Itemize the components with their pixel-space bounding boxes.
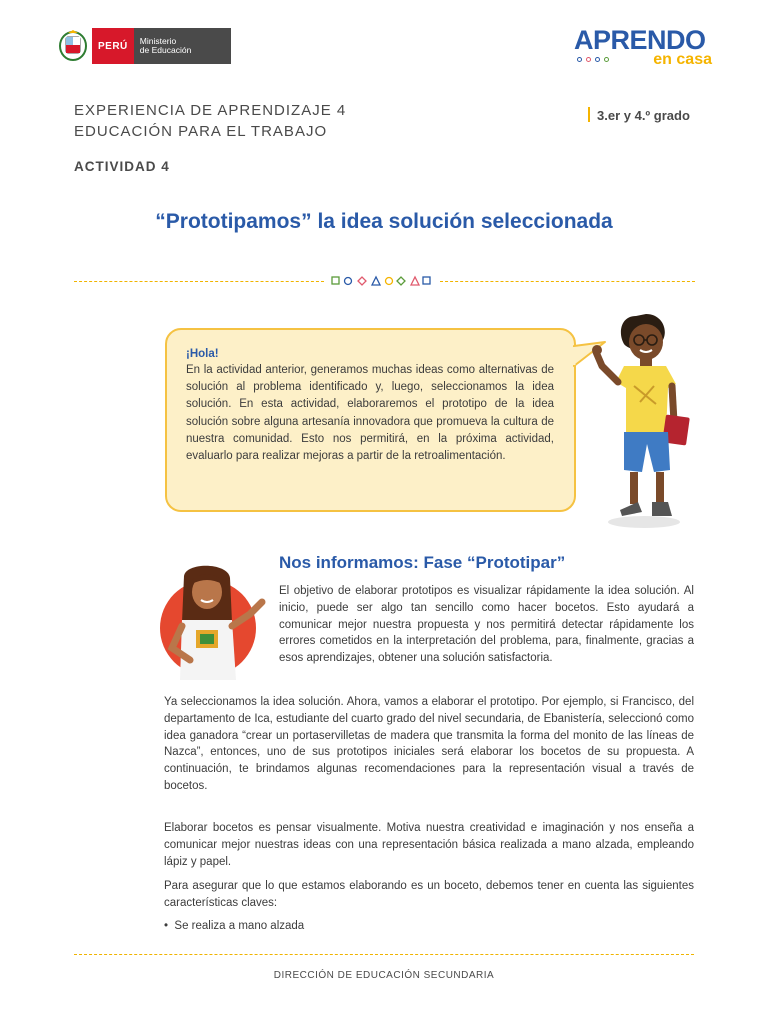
bubble-text: En la actividad anterior, generamos muchas ideas como alternativas de solución al problema identificado y, luego, seleccionamos la idea solución. En esta actividad, elaboraremos el prototipo de la idea solución sobre alguna artesanía innovadora que promueva la cultura de nuestra comunidad. Esto nos permitirá, en la próxima actividad, evaluarlo para realizar mejoras a partir de la retroalimentación. — [186, 364, 554, 463]
divider-left — [74, 281, 324, 282]
section-heading: Nos informamos: Fase “Prototipar” — [279, 553, 566, 572]
divider-shapes-icon — [331, 275, 431, 287]
ministry-label: Ministerio de Educación — [134, 28, 232, 64]
list-item-text: Se realiza a mano alzada — [174, 920, 305, 932]
student-girl-illustration — [158, 562, 272, 680]
grade-divider — [588, 107, 590, 122]
footer-text: DIRECCIÓN DE EDUCACIÓN SECUNDARIA — [273, 970, 495, 981]
divider-right — [440, 281, 695, 282]
speech-bubble — [165, 328, 576, 512]
brand-shapes-icon — [577, 57, 609, 62]
bullet-icon: • — [164, 920, 175, 932]
student-boy-illustration — [590, 312, 702, 530]
bubble-greeting: ¡Hola! — [186, 348, 219, 360]
brand-sub: en casa — [653, 51, 712, 68]
aprendo-en-casa-logo — [574, 26, 716, 70]
paragraph-example: Ya seleccionamos la idea solución. Ahora, vamos a elaborar el prototipo. Por ejemplo, si Francisco, del departamento de Ica, estudiante del cuarto grado del nivel secundaria, de Ebanistería, seleccionó como idea ganadora “crear un portaservilletas de madera que transmita la forma del monito de las líneas de Nazca”, entonces, uno de sus prototipos iniciales será elaborar los bocetos de su propuesta. A continuación, te brindamos algunas recomendaciones para la representación visual a través de bocetos. — [164, 696, 694, 792]
section-intro: El objetivo de elaborar prototipos es visualizar rápidamente la idea solución. Al inicio, puede ser algo tan sencillo como hacer bocetos. Esto ayudará a comunicar mejor nuestra propuesta y nos permitirá detectar rápidamente los errores cometidos en la interpretación del problema, para, finalmente, gracias a esos aprendizajes, obtener una solución satisfactoria. — [279, 585, 694, 665]
page-title: “Prototipamos” la idea solución seleccionada — [155, 210, 613, 233]
experience-heading — [74, 100, 346, 142]
list-item — [164, 920, 304, 932]
coat-of-arms-icon — [58, 28, 88, 64]
country-label: PERÚ — [92, 28, 134, 64]
government-logo — [58, 28, 231, 64]
experience-title: EXPERIENCIA DE APRENDIZAJE 4 — [74, 102, 347, 119]
subject-title: EDUCACIÓN PARA EL TRABAJO — [74, 123, 328, 140]
activity-label: ACTIVIDAD 4 — [74, 159, 170, 174]
footer-divider — [74, 954, 694, 955]
paragraph-sketching: Elaborar bocetos es pensar visualmente. Motiva nuestra creatividad e imaginación y nos enseña a comunicar mejor nuestras ideas con una representación básica realizada a mano alzada, empleando lápiz y papel. — [164, 822, 694, 868]
paragraph-characteristics: Para asegurar que lo que estamos elaborando es un boceto, debemos tener en cuenta las siguientes características claves: — [164, 880, 694, 909]
grade-label — [588, 107, 690, 123]
grade-text: 3.er y 4.º grado — [597, 108, 690, 123]
brand-main: APRENDO — [574, 25, 706, 55]
